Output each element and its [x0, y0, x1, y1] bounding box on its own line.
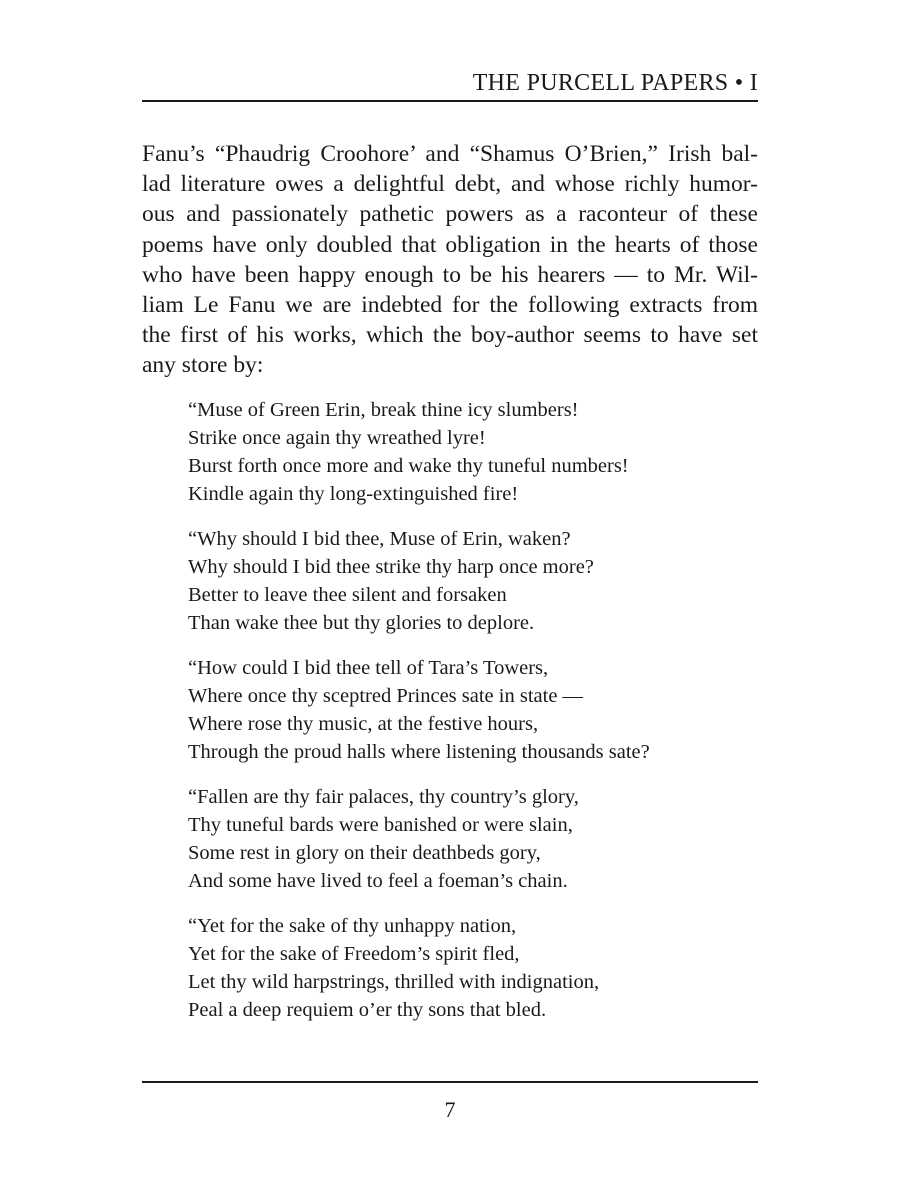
running-head: THE PURCELL PAPERS • I: [472, 70, 758, 96]
poem-stanza: [188, 525, 748, 637]
poem-stanza: [188, 654, 748, 766]
poem-line: “Why should I bid thee, Muse of Erin, waken?: [188, 528, 571, 550]
poem-extract: [188, 396, 748, 1041]
poem-line: Than wake thee but thy glories to deplore.: [188, 612, 535, 634]
body-line: who have been happy enough to be his hearers — to Mr. Wil-: [142, 261, 758, 288]
body-line: liam Le Fanu we are indebted for the following extracts from: [142, 292, 758, 319]
poem-line: Better to leave thee silent and forsaken: [188, 584, 507, 606]
poem-line: Let thy wild harpstrings, thrilled with indignation,: [188, 971, 600, 993]
poem-line: Burst forth once more and wake thy tuneful numbers!: [188, 455, 629, 477]
poem-line: Yet for the sake of Freedom’s spirit fled,: [188, 943, 520, 965]
body-line: poems have only doubled that obligation in the hearts of those: [142, 231, 758, 258]
poem-line: Kindle again thy long-extinguished fire!: [188, 483, 519, 505]
poem-line: Why should I bid thee strike thy harp once more?: [188, 556, 594, 578]
body-line: ous and passionately pathetic powers as a raconteur of these: [142, 201, 758, 228]
poem-line: Peal a deep requiem o’er thy sons that bled.: [188, 999, 547, 1021]
body-line: lad literature owes a delightful debt, and whose richly humor-: [142, 171, 758, 198]
poem-line: Strike once again thy wreathed lyre!: [188, 427, 486, 449]
poem-line: Where rose thy music, at the festive hours,: [188, 713, 539, 735]
header-rule: [142, 100, 758, 102]
page-number: 7: [444, 1097, 456, 1122]
poem-line: Through the proud halls where listening thousands sate?: [188, 741, 650, 763]
poem-line: Thy tuneful bards were banished or were slain,: [188, 814, 573, 836]
body-paragraph: [142, 139, 758, 381]
poem-line: Where once thy sceptred Princes sate in state —: [188, 685, 584, 707]
poem-stanza: [188, 396, 748, 508]
poem-line: “Muse of Green Erin, break thine icy slumbers!: [188, 399, 579, 421]
body-line: Fanu’s “Phaudrig Croohore’ and “Shamus O’Brien,” Irish bal-: [142, 141, 758, 167]
poem-line: And some have lived to feel a foeman’s chain.: [188, 870, 568, 892]
poem-line: “How could I bid thee tell of Tara’s Towers,: [188, 657, 549, 679]
footer-rule: [142, 1081, 758, 1083]
poem-stanza: [188, 783, 748, 895]
poem-line: “Yet for the sake of thy unhappy nation,: [188, 915, 517, 937]
poem-line: “Fallen are thy fair palaces, thy country’s glory,: [188, 786, 579, 808]
poem-line: Some rest in glory on their deathbeds gory,: [188, 842, 541, 864]
body-line: the first of his works, which the boy-author seems to have set: [142, 322, 758, 349]
poem-stanza: [188, 912, 748, 1024]
body-line: any store by:: [142, 352, 264, 379]
